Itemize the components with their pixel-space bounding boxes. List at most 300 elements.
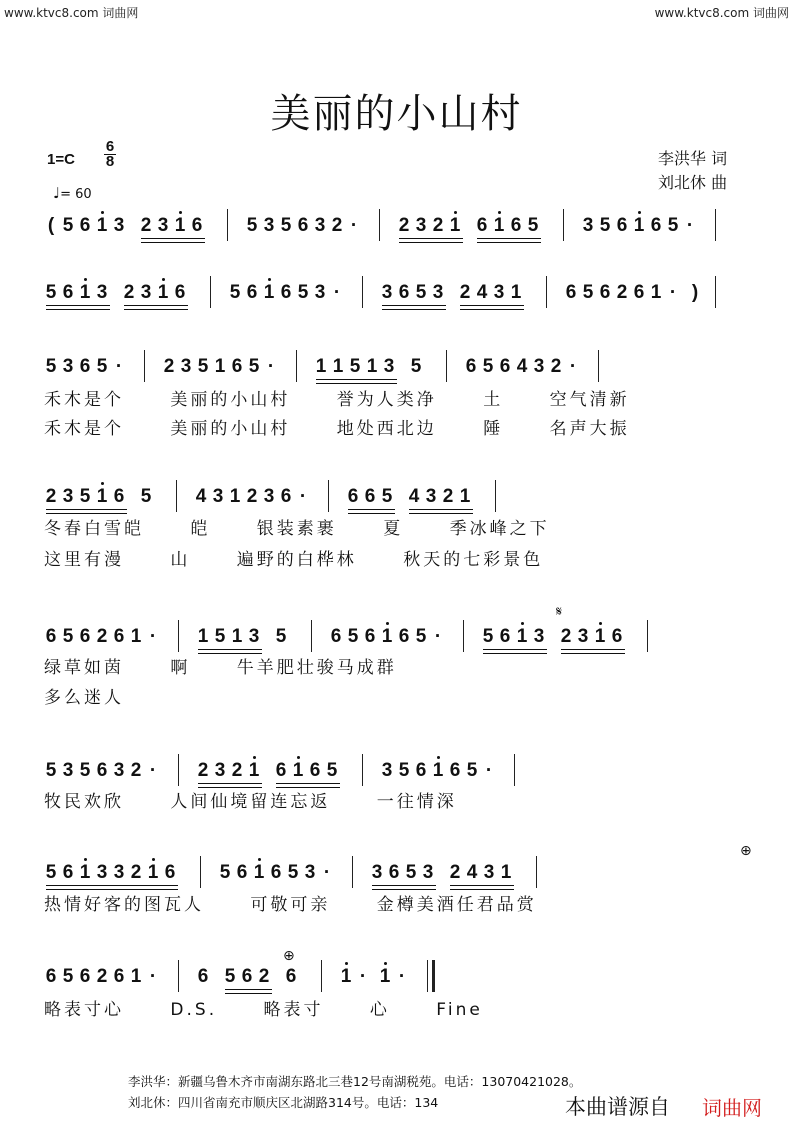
- barline: [178, 960, 179, 992]
- note: 5: [582, 282, 594, 303]
- note: 1: [500, 862, 512, 883]
- barline: [463, 620, 464, 652]
- note: 6: [616, 215, 628, 236]
- note: 1: [79, 282, 91, 303]
- note: 1: [650, 282, 662, 303]
- note: 5: [45, 282, 57, 303]
- time-signature: [104, 140, 116, 169]
- note: 6: [297, 215, 309, 236]
- note: 2: [96, 626, 108, 647]
- note: 5: [599, 215, 611, 236]
- beam-line: [450, 889, 514, 890]
- beam-line: [372, 885, 436, 886]
- note: 5: [415, 282, 427, 303]
- barline: [178, 754, 179, 786]
- note: 1: [633, 215, 645, 236]
- note: 5: [45, 862, 57, 883]
- lyrics-line: 禾木是个 美丽的小山村 地处西北边 陲 名声大振: [44, 419, 630, 439]
- note: 6: [79, 626, 91, 647]
- note: 1: [96, 215, 108, 236]
- note: 5: [482, 356, 494, 377]
- barline: [514, 754, 515, 786]
- note: ·: [299, 486, 307, 507]
- note: 3: [381, 760, 393, 781]
- barline: [715, 209, 716, 241]
- note: 6: [62, 862, 74, 883]
- note: 6: [347, 486, 359, 507]
- note: 2: [550, 356, 562, 377]
- note: 2: [140, 215, 152, 236]
- barline: [296, 350, 297, 382]
- note: ·: [115, 356, 123, 377]
- note: 6: [510, 215, 522, 236]
- note: 5: [287, 862, 299, 883]
- note: 6: [79, 356, 91, 377]
- note: 3: [432, 282, 444, 303]
- beam-line: [225, 989, 272, 990]
- note: 2: [45, 486, 57, 507]
- note: 5: [96, 356, 108, 377]
- note: 2: [246, 486, 258, 507]
- beam-line: [477, 242, 541, 243]
- note: 3: [577, 626, 589, 647]
- note: ·: [350, 215, 358, 236]
- note: 2: [96, 966, 108, 987]
- beam-line: [348, 509, 395, 510]
- note: 5: [347, 626, 359, 647]
- beam-line: [382, 305, 446, 306]
- note: 6: [45, 626, 57, 647]
- note: 1: [231, 626, 243, 647]
- barline: [311, 620, 312, 652]
- lyrics-line: 热情好客的图瓦人 可敬可亲 金樽美酒任君品赏: [44, 895, 537, 915]
- composer-credit: 刘北休 曲: [658, 173, 728, 192]
- note: 3: [113, 215, 125, 236]
- beam-line: [141, 242, 205, 243]
- note: 3: [533, 626, 545, 647]
- barline: [352, 856, 353, 888]
- note: 2: [616, 282, 628, 303]
- barline: [432, 960, 435, 992]
- barline: [178, 620, 179, 652]
- high-octave-dot: [638, 211, 641, 214]
- high-octave-dot: [384, 962, 387, 965]
- high-octave-dot: [521, 622, 524, 625]
- note: 3: [493, 282, 505, 303]
- note: 1: [96, 486, 108, 507]
- note: 2: [163, 356, 175, 377]
- high-octave-dot: [101, 482, 104, 485]
- note: 6: [364, 626, 376, 647]
- lyrics-line: 牧民欢欣 人间仙境留连忘返 一往情深: [44, 792, 457, 812]
- high-octave-dot: [179, 211, 182, 214]
- note: 6: [241, 966, 253, 987]
- note: 3: [533, 356, 545, 377]
- note: 6: [611, 626, 623, 647]
- note: ·: [434, 626, 442, 647]
- beam-line: [276, 783, 340, 784]
- note: 6: [633, 282, 645, 303]
- note: 5: [381, 486, 393, 507]
- note: 3: [62, 356, 74, 377]
- note: 3: [248, 626, 260, 647]
- note: 6: [330, 626, 342, 647]
- note: 6: [246, 282, 258, 303]
- note: 6: [309, 760, 321, 781]
- note: 3: [62, 486, 74, 507]
- note: 6: [174, 282, 186, 303]
- beam-line: [409, 513, 473, 514]
- beam-line: [46, 305, 110, 306]
- beam-line: [460, 309, 524, 310]
- barline: [446, 350, 447, 382]
- note: 6: [113, 486, 125, 507]
- note: 5: [197, 356, 209, 377]
- high-octave-dot: [297, 756, 300, 759]
- note: 1: [315, 356, 327, 377]
- note: 3: [371, 862, 383, 883]
- note: 6: [197, 966, 209, 987]
- note: 6: [398, 626, 410, 647]
- note: ·: [323, 862, 331, 883]
- note: 1: [432, 760, 444, 781]
- note: 6: [465, 356, 477, 377]
- beam-line: [316, 379, 397, 380]
- note: 6: [191, 215, 203, 236]
- note: 1: [459, 486, 471, 507]
- high-octave-dot: [258, 858, 261, 861]
- footer-brand: 本曲谱源自: [565, 1095, 670, 1119]
- note: 2: [197, 760, 209, 781]
- lyrics-line: 多么迷人: [44, 688, 124, 708]
- beam-line: [46, 513, 127, 514]
- beam-line: [372, 889, 436, 890]
- note: 1: [263, 282, 275, 303]
- note: ·: [149, 966, 157, 987]
- beam-line: [450, 885, 514, 886]
- note: 5: [45, 356, 57, 377]
- beam-line: [561, 653, 625, 654]
- high-octave-dot: [599, 622, 602, 625]
- note: ·: [267, 356, 275, 377]
- barline: [362, 276, 363, 308]
- note: 5: [527, 215, 539, 236]
- note: 5: [405, 862, 417, 883]
- barline: [362, 754, 363, 786]
- note: ·: [149, 626, 157, 647]
- beam-line: [124, 309, 188, 310]
- beam-line: [477, 238, 541, 239]
- note: 6: [499, 356, 511, 377]
- note: 1: [130, 966, 142, 987]
- high-octave-dot: [253, 756, 256, 759]
- note: 1: [366, 356, 378, 377]
- barline: [598, 350, 599, 382]
- note: 2: [432, 215, 444, 236]
- note: 5: [482, 626, 494, 647]
- note: 5: [219, 862, 231, 883]
- note: 6: [388, 862, 400, 883]
- note: 5: [349, 356, 361, 377]
- barline: [495, 480, 496, 512]
- note: 5: [62, 966, 74, 987]
- note: 3: [582, 215, 594, 236]
- beam-line: [198, 649, 262, 650]
- beam-line: [399, 242, 463, 243]
- lyrics-line: 这里有漫 山 遍野的白桦林 秋天的七彩景色: [44, 550, 544, 570]
- note: 3: [263, 215, 275, 236]
- quarter-note-icon: ♩: [53, 184, 61, 202]
- beam-line: [225, 993, 272, 994]
- high-octave-dot: [101, 211, 104, 214]
- note: 3: [62, 760, 74, 781]
- note: ·: [686, 215, 694, 236]
- note: 6: [113, 966, 125, 987]
- beam-line: [198, 787, 262, 788]
- high-octave-dot: [498, 211, 501, 214]
- note: 1: [449, 215, 461, 236]
- high-octave-dot: [454, 211, 457, 214]
- watermark-left: www.ktvc8.com 词曲网: [4, 6, 139, 20]
- note: 3: [314, 215, 326, 236]
- note: 5: [415, 626, 427, 647]
- barline: [536, 856, 537, 888]
- note: 6: [45, 966, 57, 987]
- high-octave-dot: [268, 278, 271, 281]
- note: 1: [510, 282, 522, 303]
- note: 1: [379, 966, 391, 987]
- note: (: [47, 215, 55, 236]
- note: 3: [113, 760, 125, 781]
- beam-line: [399, 238, 463, 239]
- note: 3: [314, 282, 326, 303]
- note: 6: [499, 626, 511, 647]
- note: 6: [449, 760, 461, 781]
- score-row: [0, 356, 793, 506]
- barline: [563, 209, 564, 241]
- footer-line-1: 李洪华：新疆乌鲁木齐市南湖东路北三巷12号南湖税苑。电话：13070421028。: [128, 1074, 582, 1089]
- note: 1: [197, 626, 209, 647]
- note: 2: [449, 862, 461, 883]
- song-title: 美丽的小山村: [270, 91, 523, 137]
- note: ): [691, 282, 699, 303]
- note: 6: [164, 862, 176, 883]
- high-octave-dot: [437, 756, 440, 759]
- note: 3: [157, 215, 169, 236]
- note: 3: [180, 356, 192, 377]
- note: 5: [466, 760, 478, 781]
- note: 1: [229, 486, 241, 507]
- coda-icon: ⊕: [283, 948, 295, 964]
- note: 6: [565, 282, 577, 303]
- beam-line: [46, 309, 110, 310]
- lyrics-line: 禾木是个 美丽的小山村 誉为人类净 土 空气清新: [44, 390, 630, 410]
- note: 3: [483, 862, 495, 883]
- lyrics-line: 绿草如茵 啊 牛羊肥壮骏马成群: [44, 658, 397, 678]
- beam-line: [409, 509, 473, 510]
- beam-line: [124, 305, 188, 306]
- note: 6: [364, 486, 376, 507]
- beam-line: [561, 649, 625, 650]
- note: 6: [270, 862, 282, 883]
- note: 1: [516, 626, 528, 647]
- note: ·: [398, 966, 406, 987]
- note: 6: [79, 215, 91, 236]
- note: 5: [280, 215, 292, 236]
- note: 6: [275, 760, 287, 781]
- note: 5: [297, 282, 309, 303]
- note: 3: [113, 862, 125, 883]
- note: 3: [214, 760, 226, 781]
- time-top: 6: [105, 138, 115, 155]
- score-row: [0, 626, 793, 776]
- note: 1: [594, 626, 606, 647]
- beam-line: [483, 649, 547, 650]
- high-octave-dot: [345, 962, 348, 965]
- barline: [715, 276, 716, 308]
- note: 3: [140, 282, 152, 303]
- beam-line: [46, 889, 178, 890]
- note: ·: [333, 282, 341, 303]
- high-octave-dot: [84, 858, 87, 861]
- note: 5: [275, 626, 287, 647]
- barline: [328, 480, 329, 512]
- note: 6: [650, 215, 662, 236]
- note: 2: [123, 282, 135, 303]
- note: 5: [229, 282, 241, 303]
- note: 6: [62, 282, 74, 303]
- note: 2: [130, 760, 142, 781]
- note: 5: [398, 760, 410, 781]
- barline: [427, 960, 428, 992]
- barline: [321, 960, 322, 992]
- note: 5: [79, 486, 91, 507]
- note: 1: [157, 282, 169, 303]
- note: 3: [425, 486, 437, 507]
- time-bottom: 8: [105, 153, 115, 170]
- note: 1: [174, 215, 186, 236]
- note: 6: [398, 282, 410, 303]
- note: 2: [331, 215, 343, 236]
- note: 6: [113, 626, 125, 647]
- note: 6: [415, 760, 427, 781]
- note: 5: [248, 356, 260, 377]
- score-row: [0, 486, 793, 636]
- lyrics-line: 冬春白雪皑 皑 银装素裹 夏 季冰峰之下: [44, 519, 550, 539]
- beam-line: [460, 305, 524, 306]
- note: 3: [96, 282, 108, 303]
- note: ·: [669, 282, 677, 303]
- note: 5: [214, 626, 226, 647]
- barline: [144, 350, 145, 382]
- note: 1: [332, 356, 344, 377]
- note: 3: [422, 862, 434, 883]
- segno-icon: 𝄋: [556, 604, 563, 620]
- note: 1: [493, 215, 505, 236]
- note: 6: [96, 760, 108, 781]
- barline: [546, 276, 547, 308]
- beam-line: [46, 509, 127, 510]
- note: 6: [599, 282, 611, 303]
- note: 3: [381, 282, 393, 303]
- note: 4: [476, 282, 488, 303]
- beam-line: [141, 238, 205, 239]
- note: 4: [466, 862, 478, 883]
- watermark-right: www.ktvc8.com 词曲网: [654, 6, 789, 20]
- beam-line: [316, 383, 397, 384]
- key-signature: 1=C: [47, 151, 75, 168]
- note: 2: [459, 282, 471, 303]
- note: 2: [130, 862, 142, 883]
- note: 1: [79, 862, 91, 883]
- note: 4: [195, 486, 207, 507]
- note: 2: [442, 486, 454, 507]
- note: 1: [214, 356, 226, 377]
- note: 4: [408, 486, 420, 507]
- note: ·: [569, 356, 577, 377]
- footer-brand-site: 词曲网: [702, 1096, 762, 1120]
- note: 5: [62, 626, 74, 647]
- note: 1: [340, 966, 352, 987]
- lyricist-credit: 李洪华 词: [658, 149, 728, 168]
- note: 2: [258, 966, 270, 987]
- note: 1: [381, 626, 393, 647]
- note: 1: [130, 626, 142, 647]
- lyrics-line: 略表寸心 D.S. 略表寸 心 Fine: [44, 1000, 483, 1020]
- high-octave-dot: [84, 278, 87, 281]
- note: 5: [140, 486, 152, 507]
- note: 5: [246, 215, 258, 236]
- note: 6: [236, 862, 248, 883]
- high-octave-dot: [386, 622, 389, 625]
- note: 1: [147, 862, 159, 883]
- beam-line: [348, 513, 395, 514]
- note: 6: [280, 486, 292, 507]
- note: ·: [485, 760, 493, 781]
- barline: [210, 276, 211, 308]
- barline: [647, 620, 648, 652]
- note: 5: [62, 215, 74, 236]
- note: ·: [359, 966, 367, 987]
- note: 1: [292, 760, 304, 781]
- barline: [200, 856, 201, 888]
- note: 4: [516, 356, 528, 377]
- note: 3: [96, 862, 108, 883]
- note: 5: [45, 760, 57, 781]
- beam-line: [46, 885, 178, 886]
- beam-line: [382, 309, 446, 310]
- note: 2: [560, 626, 572, 647]
- note: 3: [304, 862, 316, 883]
- note: 5: [667, 215, 679, 236]
- beam-line: [483, 653, 547, 654]
- note: 6: [79, 966, 91, 987]
- note: 5: [326, 760, 338, 781]
- note: 3: [415, 215, 427, 236]
- note: 6: [476, 215, 488, 236]
- high-octave-dot: [162, 278, 165, 281]
- barline: [227, 209, 228, 241]
- note: ·: [149, 760, 157, 781]
- note: 3: [383, 356, 395, 377]
- barline: [379, 209, 380, 241]
- note: 1: [248, 760, 260, 781]
- note: 1: [253, 862, 265, 883]
- note: 6: [285, 966, 297, 987]
- footer-line-2: 刘北休：四川省南充市顺庆区北湖路314号。电话：134: [128, 1095, 439, 1110]
- beam-line: [276, 787, 340, 788]
- note: 5: [410, 356, 422, 377]
